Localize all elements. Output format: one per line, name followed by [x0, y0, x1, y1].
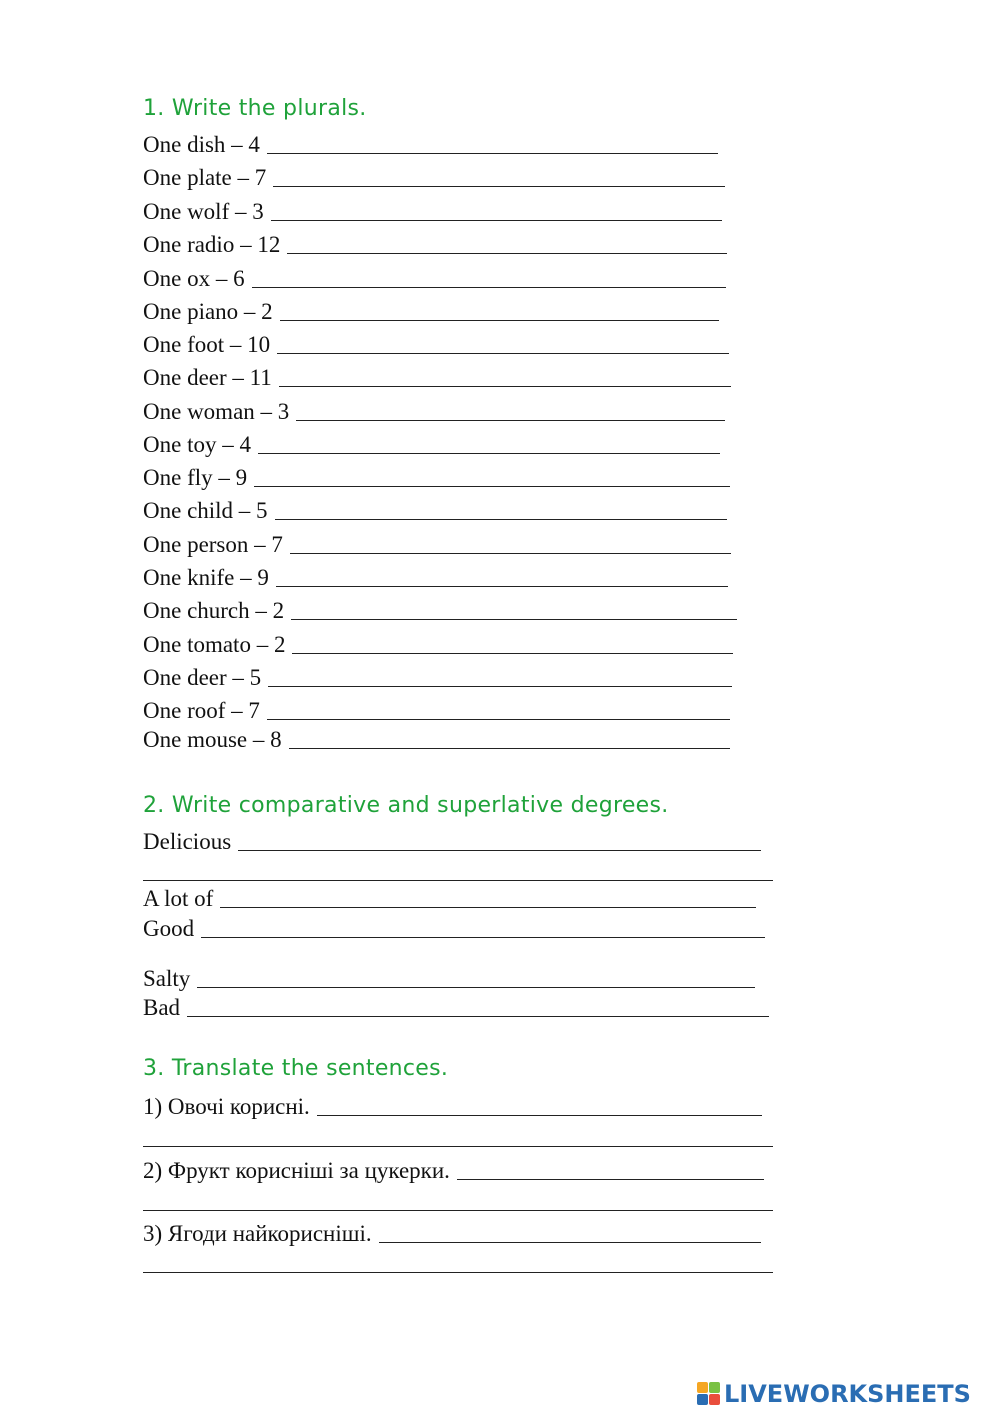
plural-row	[143, 528, 731, 558]
degree-prompt: Salty	[143, 966, 191, 991]
plural-answer-input[interactable]	[271, 198, 722, 221]
plural-prompt: One ox – 6	[143, 266, 245, 291]
plural-prompt: One tomato – 2	[143, 632, 286, 657]
translate-prompt: 2) Фрукт корисніші за цукерки.	[143, 1158, 450, 1183]
degree-row	[143, 912, 765, 942]
translate-answer-input[interactable]	[317, 1093, 762, 1116]
section2-title: 2. Write comparative and superlative degrees.	[143, 793, 669, 818]
liveworksheets-logo[interactable]	[697, 1380, 971, 1408]
translate-prompt: 1) Овочі корисні.	[143, 1094, 310, 1119]
plural-answer-input[interactable]	[277, 331, 729, 354]
degree-answer-input[interactable]	[201, 915, 765, 938]
answer-line[interactable]	[143, 1146, 773, 1147]
plural-prompt: One knife – 9	[143, 565, 269, 590]
plural-prompt: One toy – 4	[143, 432, 251, 457]
plural-row	[143, 262, 726, 292]
plural-prompt: One roof – 7	[143, 698, 260, 723]
plural-answer-input[interactable]	[275, 497, 727, 520]
plural-prompt: One deer – 5	[143, 665, 262, 690]
plural-prompt: One mouse – 8	[143, 727, 282, 752]
plural-row	[143, 661, 732, 691]
plural-prompt: One plate – 7	[143, 165, 267, 190]
plural-prompt: One woman – 3	[143, 399, 290, 424]
plural-answer-input[interactable]	[290, 531, 731, 554]
plural-answer-input[interactable]	[252, 265, 726, 288]
plural-row	[143, 128, 718, 158]
degree-prompt: Good	[143, 916, 195, 941]
plural-row	[143, 594, 737, 624]
plural-row	[143, 723, 730, 753]
translate-prompt: 3) Ягоди найкорисніші.	[143, 1221, 372, 1246]
degree-prompt: A lot of	[143, 886, 214, 911]
translate-row	[143, 1154, 764, 1184]
degree-row	[143, 991, 769, 1021]
plural-answer-input[interactable]	[292, 631, 733, 654]
answer-line[interactable]	[143, 880, 773, 881]
plural-answer-input[interactable]	[258, 431, 720, 454]
plural-row	[143, 361, 731, 391]
plural-row	[143, 228, 727, 258]
plural-answer-input[interactable]	[267, 131, 718, 154]
section1-title: 1. Write the plurals.	[143, 96, 367, 121]
translate-answer-input[interactable]	[457, 1157, 764, 1180]
degree-prompt: Bad	[143, 995, 181, 1020]
plural-answer-input[interactable]	[279, 364, 731, 387]
plural-answer-input[interactable]	[254, 464, 730, 487]
plural-row	[143, 494, 727, 524]
plural-row	[143, 195, 722, 225]
plural-answer-input[interactable]	[273, 164, 725, 187]
degree-row	[143, 825, 761, 855]
translate-row	[143, 1217, 761, 1247]
answer-line[interactable]	[143, 1210, 773, 1211]
plural-prompt: One wolf – 3	[143, 199, 264, 224]
plural-row	[143, 395, 725, 425]
plural-row	[143, 328, 729, 358]
degree-prompt: Delicious	[143, 829, 232, 854]
plural-row	[143, 295, 719, 325]
plural-answer-input[interactable]	[268, 664, 732, 687]
plural-prompt: One person – 7	[143, 532, 283, 557]
plural-answer-input[interactable]	[280, 298, 719, 321]
plural-prompt: One fly – 9	[143, 465, 248, 490]
liveworksheets-brand-text: LIVEWORKSHEETS	[724, 1380, 971, 1408]
plural-answer-input[interactable]	[276, 564, 728, 587]
plural-prompt: One piano – 2	[143, 299, 273, 324]
plural-row	[143, 161, 725, 191]
plural-prompt: One radio – 12	[143, 232, 281, 257]
degree-answer-input[interactable]	[187, 994, 769, 1017]
plural-row	[143, 461, 730, 491]
plural-prompt: One church – 2	[143, 598, 285, 623]
degree-answer-input[interactable]	[238, 828, 761, 851]
degree-answer-input[interactable]	[197, 965, 755, 988]
answer-line[interactable]	[143, 1272, 773, 1273]
degree-answer-input[interactable]	[220, 885, 756, 908]
plural-row	[143, 628, 733, 658]
plural-prompt: One deer – 11	[143, 365, 272, 390]
plural-answer-input[interactable]	[296, 398, 725, 421]
plural-prompt: One child – 5	[143, 498, 268, 523]
plural-row	[143, 428, 720, 458]
translate-row	[143, 1090, 762, 1120]
translate-answer-input[interactable]	[379, 1220, 761, 1243]
plural-prompt: One foot – 10	[143, 332, 271, 357]
section3-title: 3. Translate the sentences.	[143, 1056, 449, 1081]
degree-row	[143, 882, 756, 912]
plural-answer-input[interactable]	[289, 726, 730, 749]
liveworksheets-logo-icon	[697, 1382, 721, 1406]
plural-row	[143, 694, 730, 724]
plural-answer-input[interactable]	[267, 697, 730, 720]
plural-prompt: One dish – 4	[143, 132, 260, 157]
plural-answer-input[interactable]	[291, 597, 737, 620]
plural-row	[143, 561, 728, 591]
degree-row	[143, 962, 755, 992]
plural-answer-input[interactable]	[287, 231, 727, 254]
